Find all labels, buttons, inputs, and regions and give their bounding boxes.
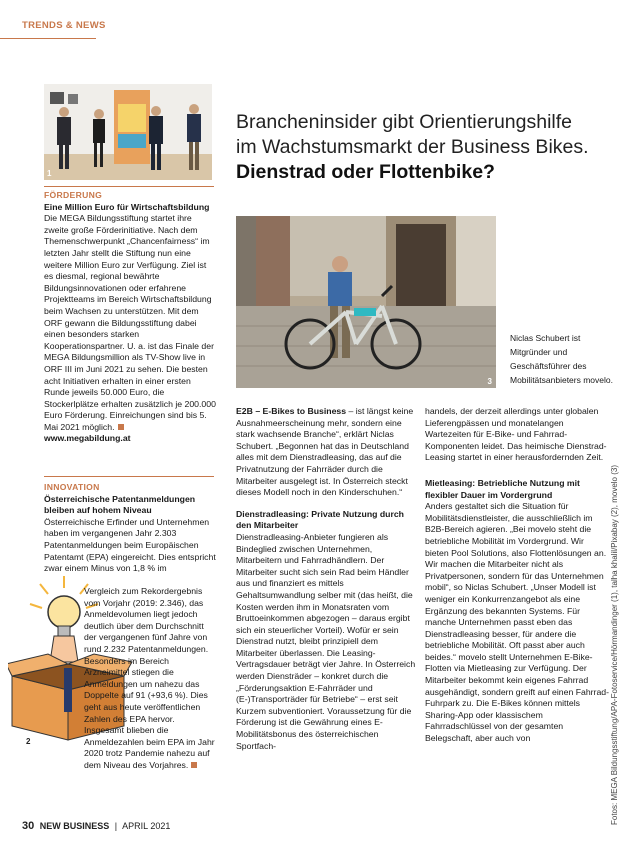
- section-label: FÖRDERUNG: [44, 190, 103, 200]
- credit-text: Fotos: MEGA Bildungsstiftung/APA-Fotoservice/Hörmandinger (1), talha khalil/Pixabay (2), movelo (3): [610, 465, 619, 825]
- kicker-rule: [0, 38, 96, 39]
- headline-line-2: im Wachstumsmarkt der Business Bikes.: [236, 136, 589, 158]
- issue-date: APRIL 2021: [122, 821, 171, 831]
- section-label: INNOVATION: [44, 482, 100, 492]
- photo-ebike: [236, 216, 496, 388]
- article-title: Eine Million Euro für Wirtschaftsbildung: [44, 201, 210, 212]
- article-body: [44, 586, 216, 772]
- article-middle-column: [236, 406, 416, 752]
- page-footer: [22, 820, 170, 832]
- lead-bold: E2B – E-Bikes to Business: [236, 406, 347, 416]
- article-body: Österreichische Erfinder und Unternehmen haben im vergangenen Jahr 2.303 Patentanmeldungen beim Europäischen Patentamt (EPA) eingereicht. Dies entspricht zwar einem Minus von 1,8 % im: [44, 516, 216, 574]
- section-divider: [44, 476, 214, 477]
- body-text: Vergleich zum Rekordergebnis vom Vorjahr (2019: 2.346), das Anmeldevolumen liegt jedoch deutlich über dem Durchschnitt der vergangenen fünf Jahre von rund 2.232 Patentanmeldungen. Besonders im Bereich Arzneimittel stiegen die Anmeldungen um nahezu das Doppelte auf 91 (+93,6 %). Dies geht aus heute veröffentlichen Zahlen des EPA hervor. Insgesamt blieben die Anmeldezahlen beim EPA im Jahr 2020 trotz Pandemie nahezu auf dem Niveau des Vorjahres.: [84, 586, 215, 770]
- subheading: Mietleasing: Betriebliche Nutzung mit flexibler Dauer im Vordergrund: [425, 477, 580, 500]
- photo-number: 1: [47, 169, 52, 178]
- article-link[interactable]: www.megabildung.at: [44, 433, 131, 444]
- page-number: 30: [22, 820, 35, 832]
- end-mark: [191, 762, 197, 768]
- article-body: handels, der derzeit allerdings unter globalen Lieferengpässen und monatelangen Wartezeiten für E-Bike- und Fahrrad-Komponenten leidet. Das heimische Dienstrad-Leasing startet in einer herausfordernden Zeit.: [425, 406, 607, 463]
- magazine-name: NEW BUSINESS: [39, 821, 110, 831]
- headline-line-1: Brancheninsider gibt Orientierungshilfe: [236, 111, 573, 133]
- end-mark: [118, 424, 124, 430]
- article-innovation-continued: [44, 586, 216, 778]
- photo-number: 3: [487, 377, 492, 386]
- section-kicker: TRENDS & NEWS: [22, 20, 106, 31]
- article-body: Anders gestaltet sich die Situation für Mobilitätsdienstleister, die ausschließlich im B2B-Bereich agieren. „Bei movelo steht die betriebliche Mobilität im Vordergrund. Wir bieten Pool Solutions, also Flottenlösungen an. Wir machen die Mitarbeiter nicht als Privatpersonen, sondern für das Unternehmen mobil“, so Niclas Schubert. „Unser Modell ist weniger ein Konkurrenzangebot als eine Ergänzung des bekannten Systems. Für manche Unternehmen passt eben das Dienstradleasing besser, für andere die betriebliche Mobilität. Oft passt aber auch beides.“ movelo stellt Unternehmen E-Bike-Flotten via Mietleasing zur Verfügung. Der Mitarbeiter bekommt kein eigenes Fahrrad ausgehändigt, sondern greift auf einen Fahrrad-Fuhrpark zu. Die E-Bikes können mittels Sharing-App oder klassischem Fahrradschlüssel von der gesamten Belegschaft, aber auch von: [425, 501, 610, 744]
- headline-title: Dienstrad oder Flottenbike?: [236, 161, 495, 183]
- wrap-spacer: [44, 586, 84, 778]
- article-right-column: [425, 406, 609, 745]
- subheading: Dienstradleasing: Private Nutzung durch den Mitarbeiter: [236, 508, 404, 531]
- photo-credit: [610, 435, 622, 825]
- photo-award-group: [44, 84, 212, 180]
- article-body: Dienstradleasing-Anbieter fungieren als Bindeglied zwischen Unternehmen, Mitarbeitern und Fahrradhändlern. Der Mitarbeiter sucht sich sein Rad beim Händler aus und finanziert es mittels Gehaltsumwandlung selber mit (das heißt, die Kosten werden ihm in Monatsraten vom Bruttoeinkommen abgezogen – daraus ergibt sich ein steuerlicher Vorteil). Wofür er sein Dienstrad nutzt, bleibt prinzipiell dem Mitarbeiter überlassen. Die Leasing-Vertragsdauer beträgt vier Jahre. In Österreich werden Diensträder – konkret durch die „Förderungsaktion E-Fahrräder und (E-)Transporträder für Betriebe“ – erst seit Kurzem subventioniert. Voraussetzung für die Förderung ist die Gewährung eines E-Mobilitätsbonus des österreichischen Sportfach-: [236, 531, 416, 751]
- article-title: Österreichische Patentanmeldungen bleiben auf hohem Niveau: [44, 493, 196, 516]
- photo-number: 2: [26, 737, 31, 746]
- section-divider: [44, 186, 214, 187]
- article-body: [44, 213, 216, 433]
- article-innovation: [44, 482, 216, 575]
- photo-caption: Niclas Schubert ist Mitgründer und Geschäftsführer des Mobilitätsanbieters movelo.: [510, 333, 613, 385]
- article-funding: [44, 190, 216, 445]
- footer-separator: |: [114, 821, 118, 831]
- body-text: Die MEGA Bildungsstiftung startet ihre zweite große Förderinitiative. Nach dem Themenschwerpunkt „Chancenfairness“ im letzten Jahr stellt die Stiftung nun eine weitere Million Euro zur Verfügung. Ziel ist es diesmal, regional bewährte Bildungsinnovationen oder erfahrene Projektteams im Bereich Wirtschaftsbildung beim Wachsen zu unterstützen. Mit dem ORF gewann die Bildungsstiftung dabei einen besonders starken Kooperationspartner. U. a. ist das Finale der MEGA Bildungsmillion als TV-Show live in ORF III im Juni 2021 zu sehen. Die besten acht Initiativen erhalten in einer ersten Runde jeweils 50.000 Euro, die Stockerlplätze erhalten zusätzlich je 200.000 Euro Förderung. Einreichungen sind bis 5. Mai 2021 möglich.: [44, 213, 216, 432]
- body-text: – ist längst keine Ausnahmeerscheinung mehr, sondern eine stark wachsende Branche“, erklärt Niclas Schubert. „Begonnen hat das in Deutschland alles mit dem Dienstradleasing, das auf die Privatnutzung der Fahrräder durch die Mitarbeiter ausgelegt ist. In Österreich steckt dieses Modell noch in den Kinderschuhen.“: [236, 406, 414, 498]
- article-body: [236, 406, 416, 499]
